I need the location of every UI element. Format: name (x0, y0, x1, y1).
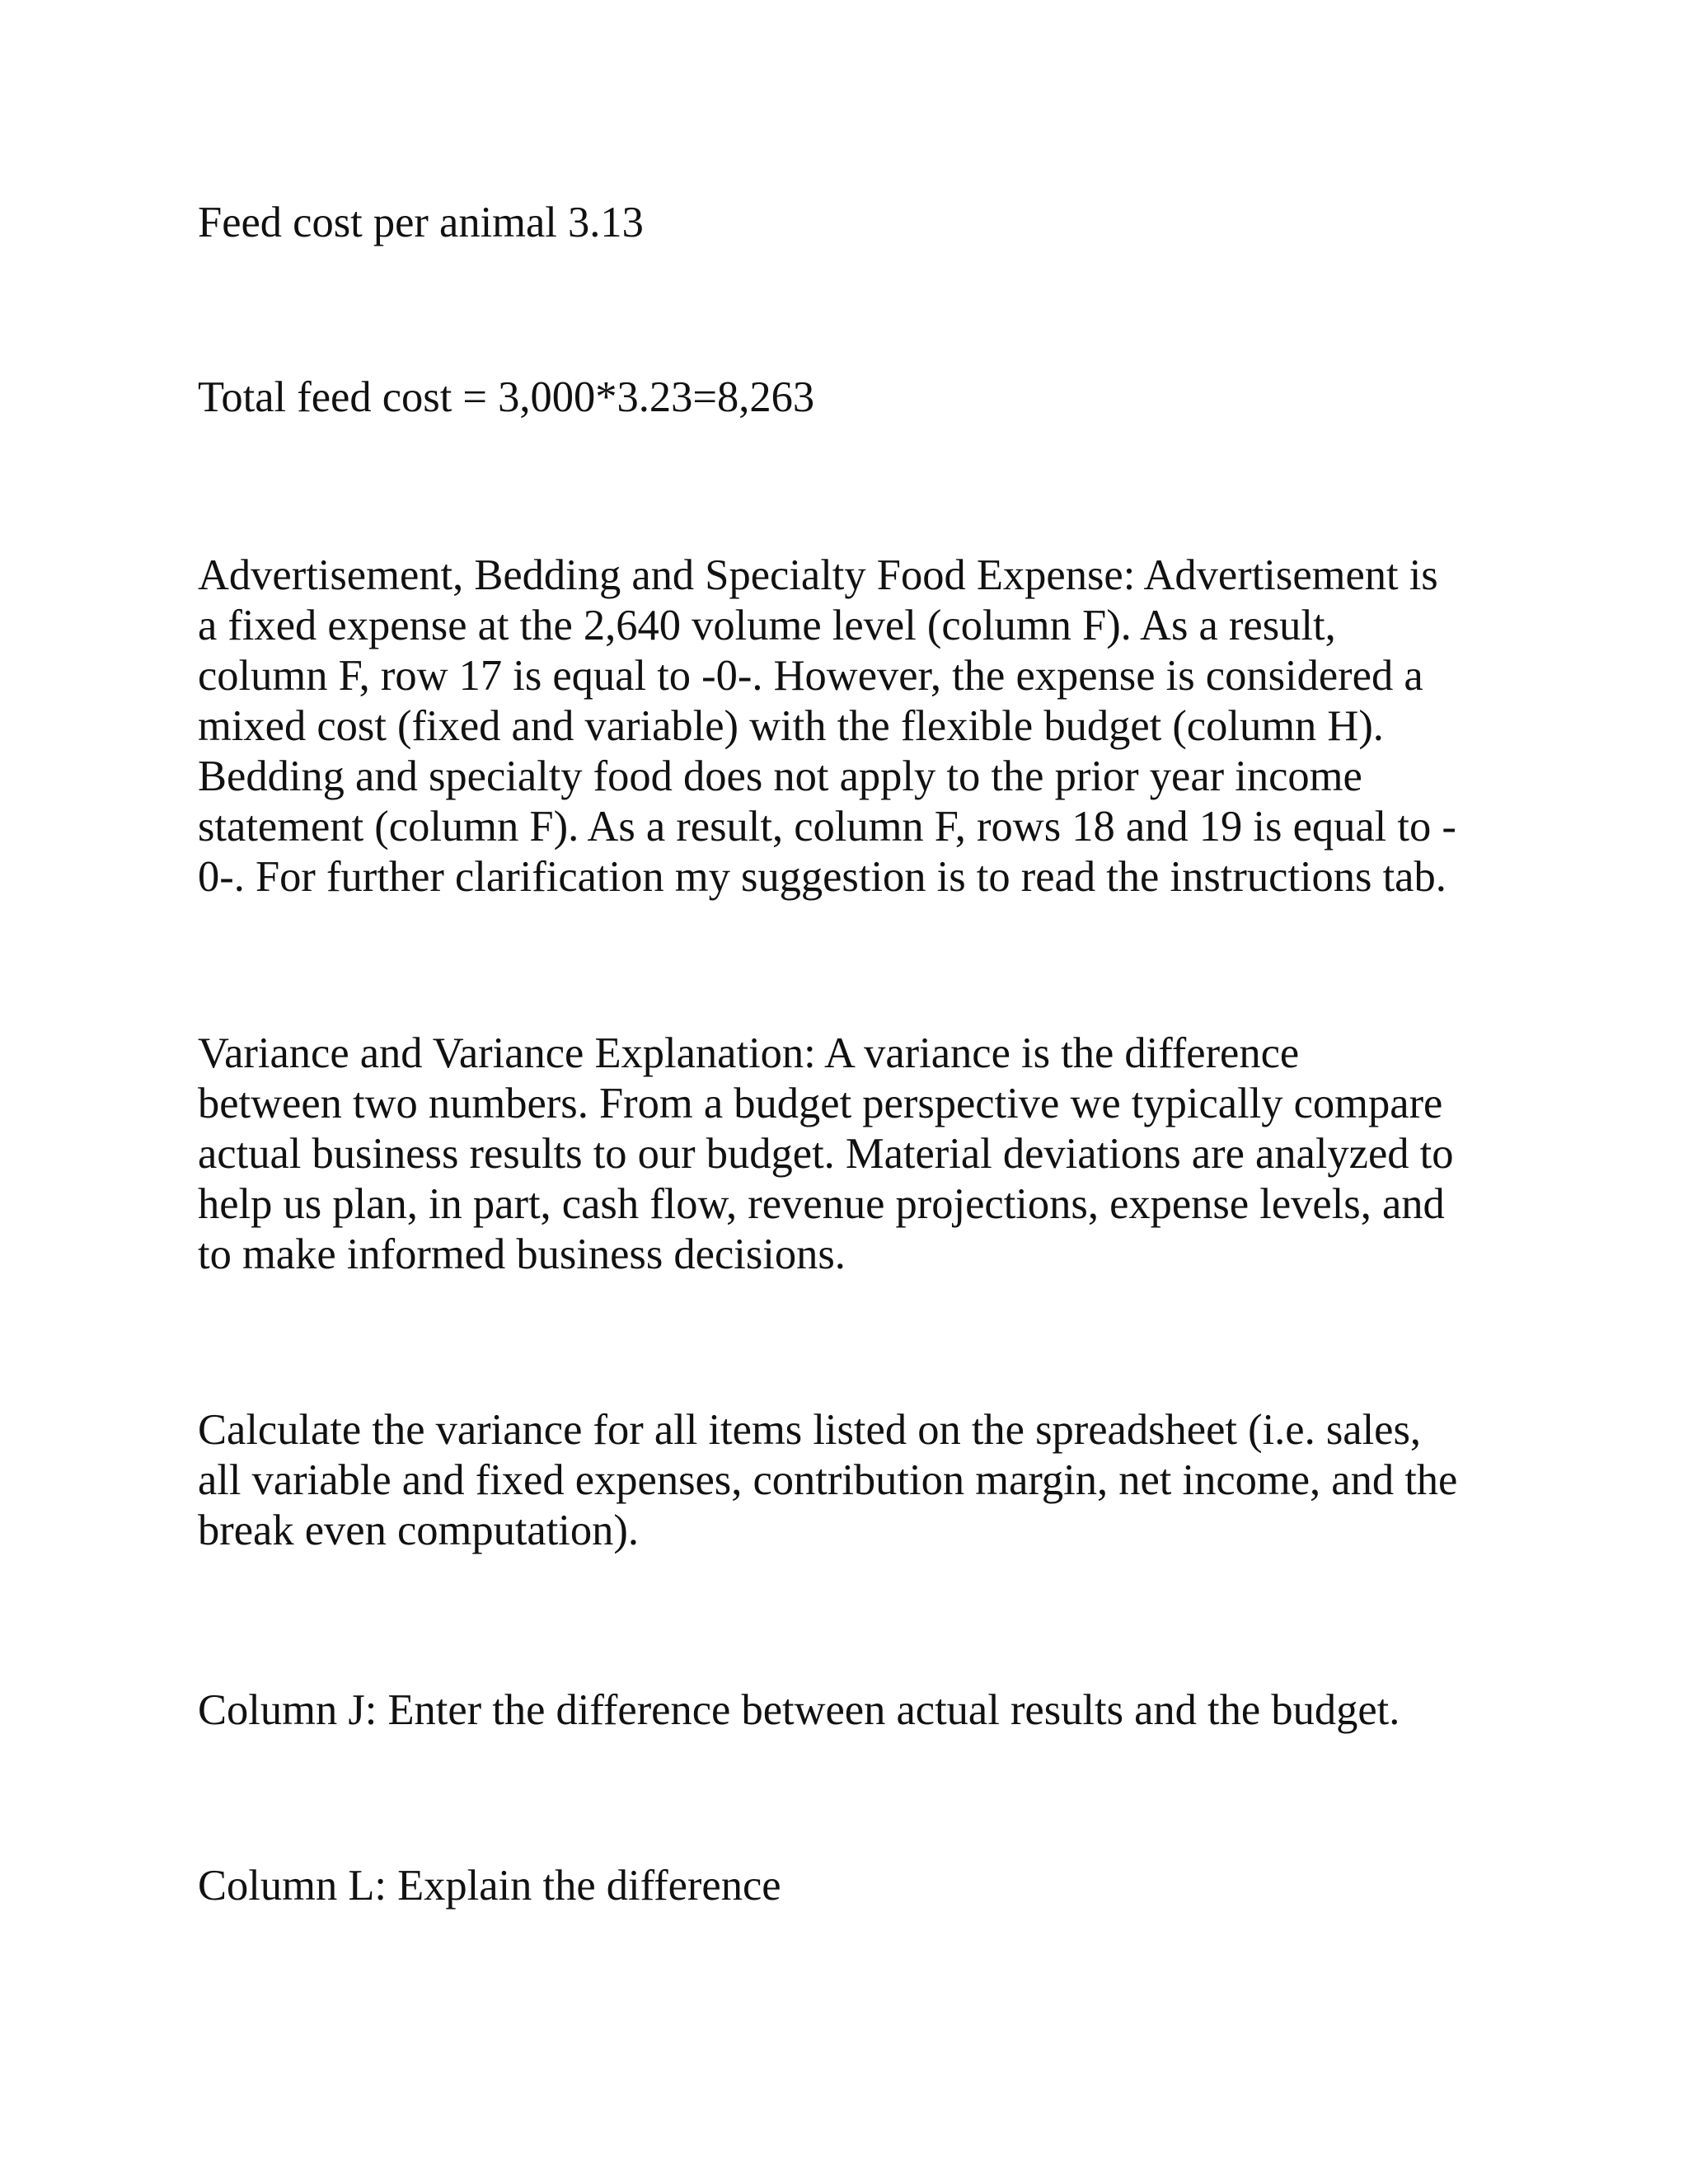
text-line: Calculate the variance for all items listed on the spreadsheet (i.e. sales, (198, 1406, 1422, 1454)
text-line: a fixed expense at the 2,640 volume level (column F). As a result, (198, 602, 1336, 649)
text-line: Total feed cost = 3,000*3.23=8,263 (198, 373, 815, 421)
text-line: Column J: Enter the difference between actual results and the budget. (198, 1686, 1400, 1734)
feed-cost-per-animal (198, 198, 1500, 248)
text-line: Advertisement, Bedding and Specialty Food Expense: Advertisement is (198, 551, 1438, 599)
text-line: help us plan, in part, cash flow, revenue projections, expense levels, and (198, 1180, 1445, 1228)
text-line: Bedding and specialty food does not apply to the prior year income (198, 752, 1362, 800)
text-line: break even computation). (198, 1507, 639, 1554)
text-line: to make informed business decisions. (198, 1230, 846, 1278)
text-line: mixed cost (fixed and variable) with the flexible budget (column H). (198, 702, 1384, 750)
column-j-instruction (198, 1685, 1500, 1736)
text-line: 0-. For further clarification my suggestion is to read the instructions tab. (198, 853, 1447, 901)
text-line: Feed cost per animal 3.13 (198, 199, 644, 246)
column-l-instruction (198, 1861, 1500, 1911)
text-line: between two numbers. From a budget perspective we typically compare (198, 1080, 1443, 1127)
total-feed-cost (198, 373, 1500, 423)
text-line: column F, row 17 is equal to -0-. However, the expense is considered a (198, 652, 1423, 700)
calculate-variance-paragraph (198, 1405, 1500, 1556)
text-line: actual business results to our budget. Material deviations are analyzed to (198, 1130, 1454, 1178)
text-line: all variable and fixed expenses, contribution margin, net income, and the (198, 1456, 1458, 1504)
text-line: Column L: Explain the difference (198, 1862, 781, 1910)
text-line: Variance and Variance Explanation: A variance is the difference (198, 1029, 1300, 1077)
advertisement-paragraph (198, 551, 1500, 902)
text-line: statement (column F). As a result, column F, rows 18 and 19 is equal to - (198, 803, 1456, 851)
variance-explanation-paragraph (198, 1029, 1500, 1280)
